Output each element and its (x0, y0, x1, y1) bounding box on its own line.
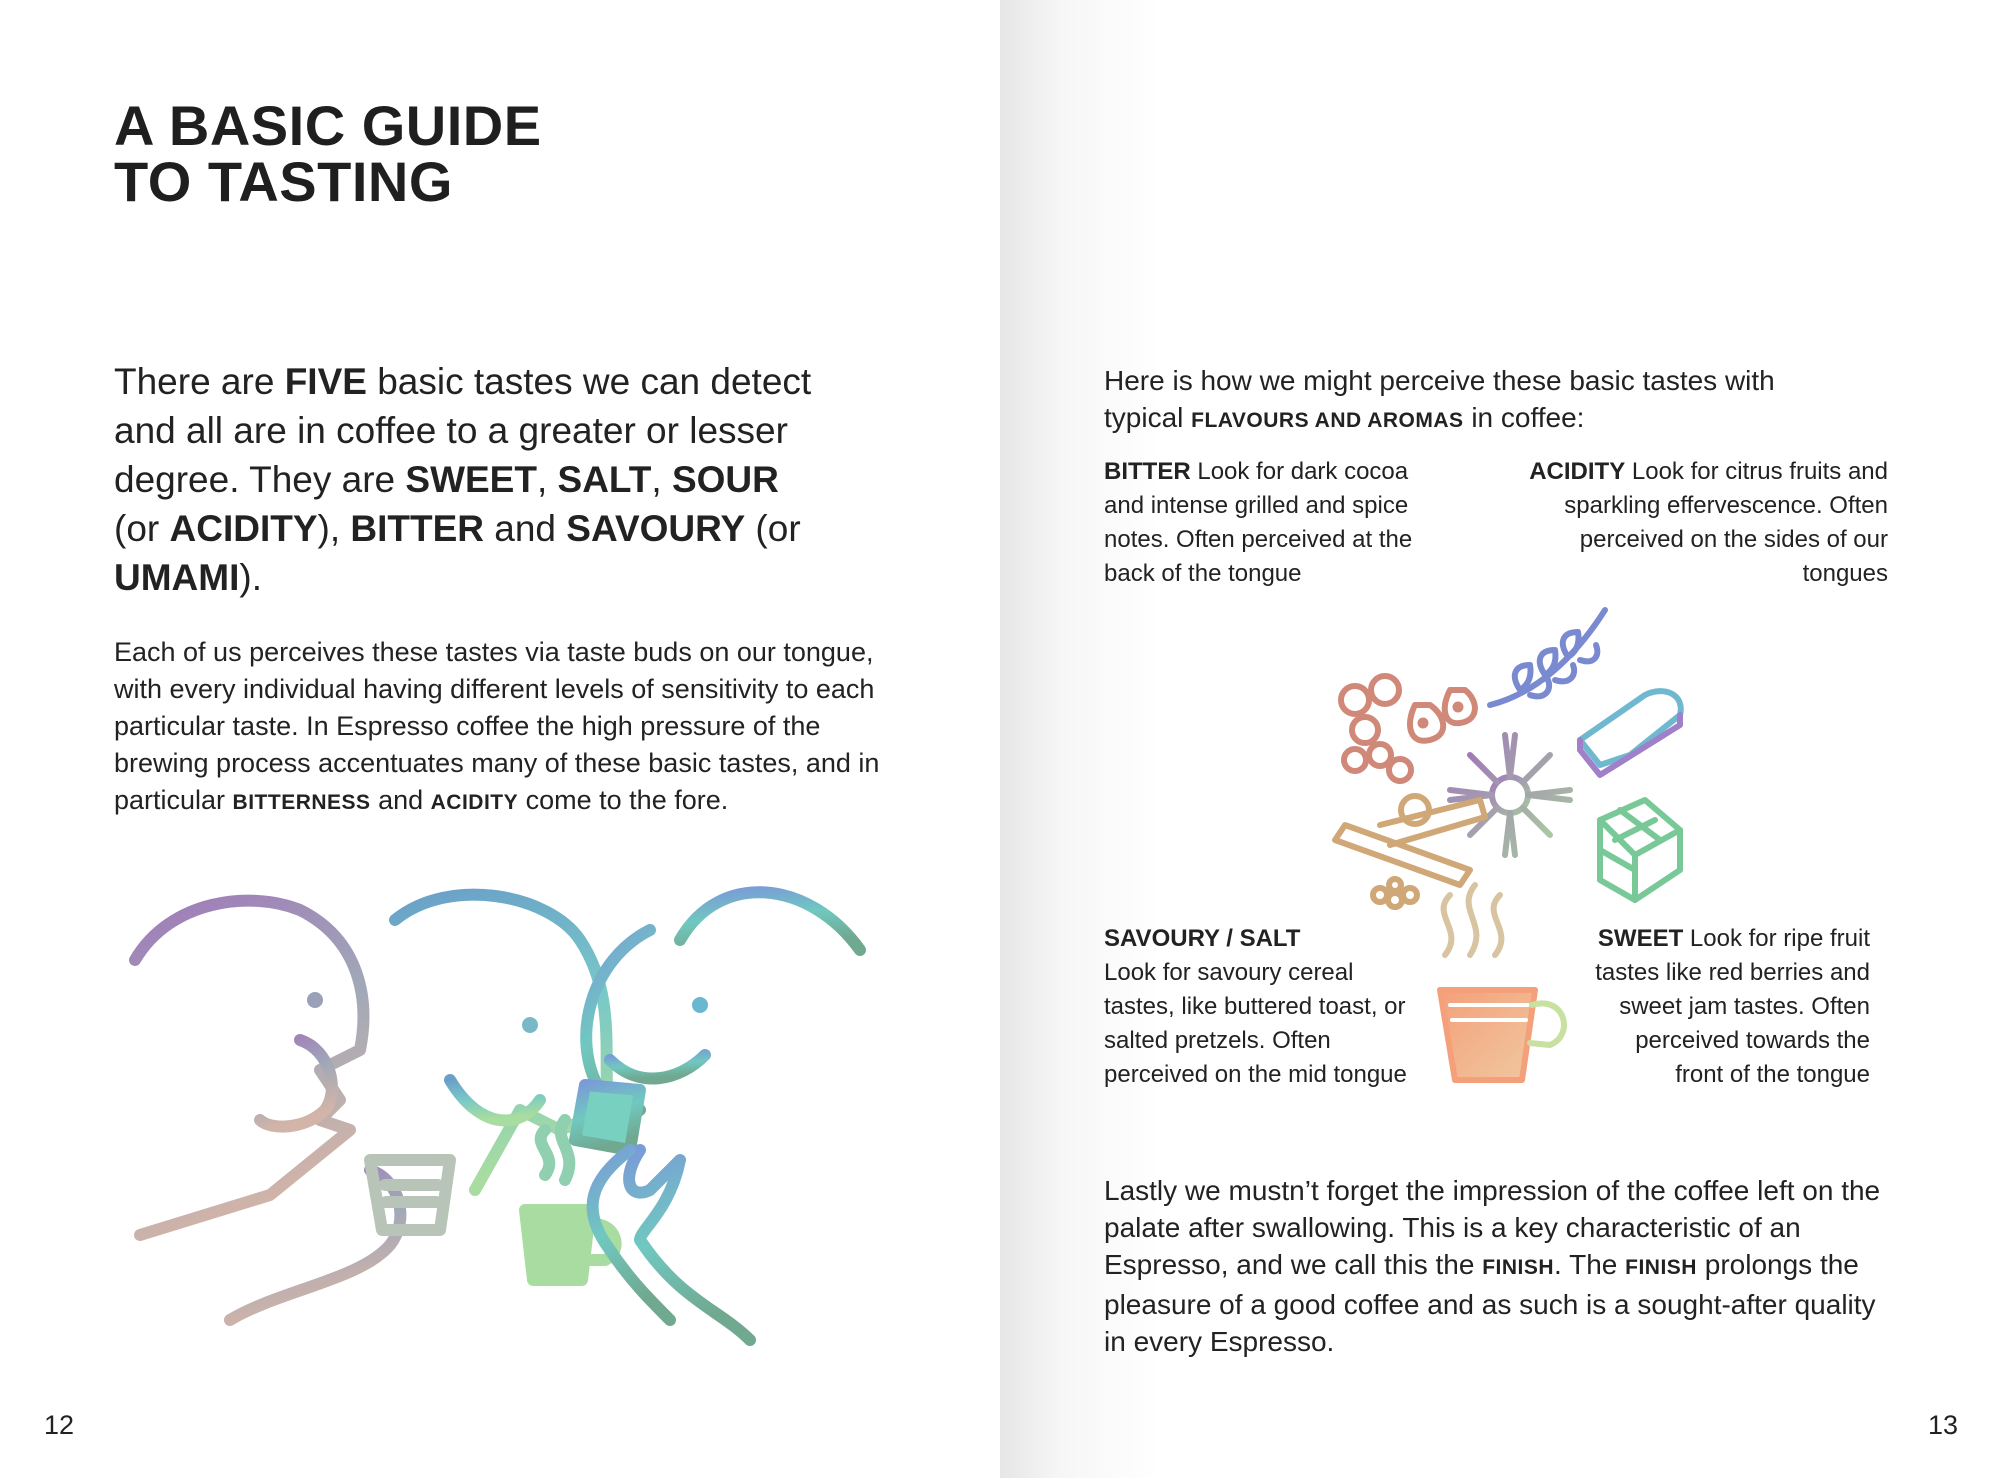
finish-text: prolongs the pleasure of a good coffee and as such is a sought-after quality in every Espresso. (1104, 1249, 1876, 1357)
finish-paragraph (1104, 1172, 1904, 1360)
body-bitterness: BITTERNESS (232, 791, 371, 814)
body-text: come to the fore. (518, 785, 729, 815)
wheat-icon (1490, 610, 1605, 705)
bitter-description (1104, 455, 1454, 591)
cinnamon-icon (1335, 796, 1485, 907)
people-tasting-illustration (120, 880, 890, 1350)
lead-acidity: ACIDITY (169, 508, 318, 549)
intro-paragraph (1104, 362, 1804, 439)
right-person-icon (575, 892, 860, 1340)
title-line-2: TO TASTING (114, 150, 453, 213)
flower-icon (1450, 735, 1570, 855)
finish-text: Lastly we mustn’t forget the impression of the coffee left on the palate after swallowing. This is a key characteristic of an Espresso, and we call this the (1104, 1175, 1881, 1280)
bitter-text: Look for dark cocoa and intense grilled and spice notes. Often perceived at the back of the tongue (1104, 458, 1413, 587)
acidity-description (1508, 455, 1888, 591)
title-line-1: A BASIC GUIDE (114, 94, 542, 157)
intro-flavours: FLAVOURS AND AROMAS (1191, 409, 1464, 432)
lead-text: (or (114, 508, 170, 549)
lead-five: FIVE (284, 361, 367, 402)
savoury-label: SAVOURY / SALT (1104, 925, 1301, 952)
left-person-icon (135, 901, 400, 1320)
body-acidity: ACIDITY (430, 791, 519, 814)
acidity-label: ACIDITY (1529, 458, 1626, 485)
page-number-right: 13 (1927, 1410, 1958, 1440)
body-paragraph (114, 634, 884, 821)
lead-sour: SOUR (671, 459, 779, 500)
finish-term: FINISH (1482, 1256, 1555, 1279)
bitter-label: BITTER (1104, 458, 1191, 485)
page-title (114, 94, 542, 213)
lead-sweet: SWEET (405, 459, 537, 500)
lead-text: (or (745, 508, 801, 549)
coffee-cup-icon (1440, 990, 1564, 1080)
sweet-text: Look for ripe fruit tastes like red berries and sweet jam tastes. Often perceived towards the front of the tongue (1595, 925, 1870, 1088)
lead-text: basic tastes we can detect and all are in coffee to a greater or lesser degree. They are (114, 361, 812, 500)
page-number-left: 12 (44, 1410, 75, 1440)
acidity-text: Look for citrus fruits and sparkling effervescence. Often perceived on the sides of our tongues (1564, 458, 1888, 587)
lead-text: There are (114, 361, 285, 402)
lead-text: , (651, 459, 672, 500)
flavours-illustration (1300, 595, 1720, 1095)
lead-paragraph (114, 357, 834, 602)
intro-text: Here is how we might perceive these basic tastes with typical (1104, 365, 1775, 433)
finish-term: FINISH (1625, 1256, 1697, 1279)
lead-text: ). (239, 557, 262, 598)
lead-text: ), (317, 508, 351, 549)
lead-bitter: BITTER (350, 508, 484, 549)
body-text: and (370, 785, 431, 815)
steam-icon (1444, 885, 1502, 955)
intro-text: in coffee: (1463, 402, 1585, 433)
lead-text: , (536, 459, 558, 500)
lead-salt: SALT (557, 459, 652, 500)
right-page (1000, 0, 2000, 1478)
body-text: Each of us perceives these tastes via taste buds on our tongue, with every individual having different levels of sensitivity to each particular taste. In Espresso coffee the high pressure of the brewing process accentuates many of these basic tastes, and in particular (114, 637, 880, 815)
lead-text: and (484, 508, 567, 549)
chocolate-icon (1600, 800, 1680, 900)
toast-icon (1580, 691, 1681, 775)
savoury-text: Look for savoury cereal tastes, like buttered toast, or salted pretzels. Often perceived on the mid tongue (1104, 959, 1407, 1088)
finish-text: . The (1554, 1249, 1626, 1280)
sweet-label: SWEET (1597, 925, 1684, 952)
lead-savoury: SAVOURY (566, 508, 746, 549)
lead-umami: UMAMI (114, 557, 240, 598)
berries-icon (1341, 676, 1475, 781)
